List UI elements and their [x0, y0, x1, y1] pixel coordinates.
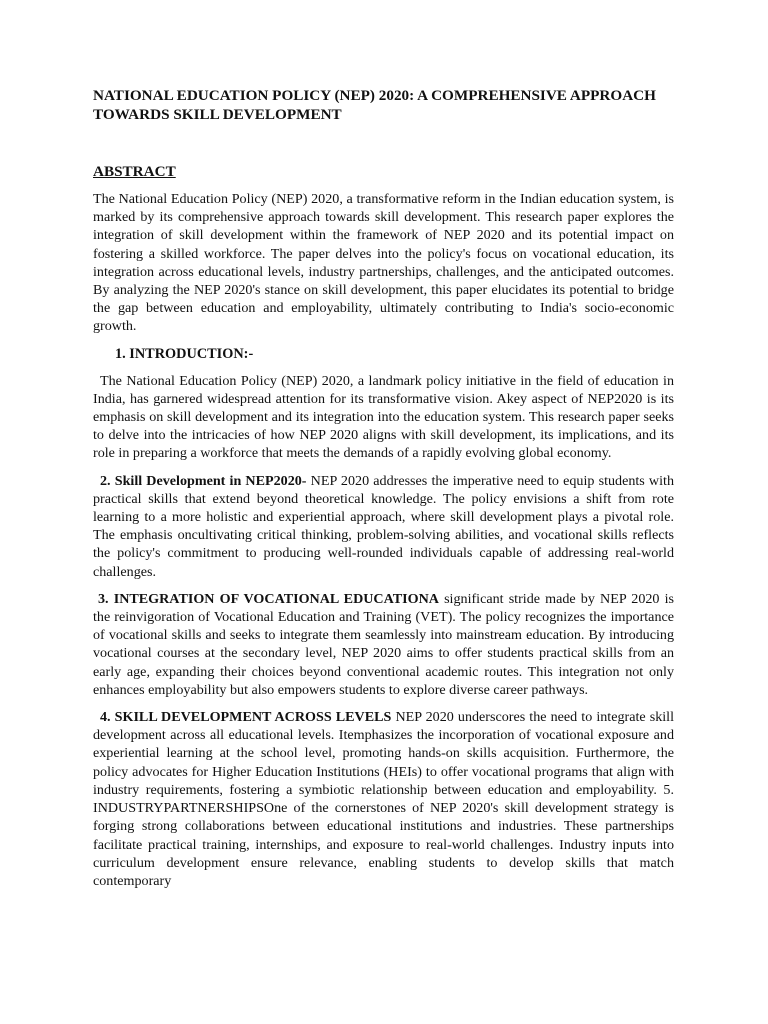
abstract-paragraph: The National Education Policy (NEP) 2020, a transformative reform in the Indian education system, is marked by its comprehensive approach towards skill development. This research paper explores the integration of skill development within the framework of NEP 2020 and its potential impact on fostering a skilled workforce. The paper delves into the policy's focus on vocational education, its integration across educational levels, industry partnerships, challenges, and the anticipated outcomes. By analyzing the NEP 2020's stance on skill development, this paper elucidates its potential to bridge the gap between education and employability, ultimately contributing to India's socio-economic growth. [93, 191, 674, 335]
introduction-text: The National Education Policy (NEP) 2020, a landmark policy initiative in the field of education in India, has garnered widespread attention for its transformative vision. Akey aspect of NEP2020 is its emphasis on skill development and its integration into the education system. This research paper seeks to delve into the intricacies of how NEP 2020 aligns with skill development, its implications, and its role in preparing a workforce that meets the demands of a rapidly evolving global economy. [93, 372, 674, 462]
section-4-text: NEP 2020 underscores the need to integrate skill development across all educational levels. Itemphasizes the incorporation of vocational exposure and experiential learning at the school level, promoting hands-on skills acquisition. Furthermore, the policy advocates for Higher Education Institutions (HEIs) to offer vocational programs that align with industry requirements, fostering a symbiotic relationship between education and employability. 5. INDUSTRYPARTNERSHIPSOne of the cornerstones of NEP 2020's skill development strategy is forging strong collaborations between educational institutions and industries. These partnerships facilitate practical training, internships, and exposure to real-world challenges. Industry inputs into curriculum development ensure relevance, enabling students to develop skills that match contemporary [93, 709, 674, 889]
section-3-paragraph [93, 590, 674, 699]
section-4-heading: 4. SKILL DEVELOPMENT ACROSS LEVELS [100, 709, 392, 726]
section-2-text: NEP 2020 addresses the imperative need to equip students with practical skills that extend beyond theoretical knowledge. The policy envisions a shift from rote learning to a more holistic and experiential approach, where skill development plays a pivotal role. The emphasis oncultivating critical thinking, problem-solving abilities, and vocational skills reflects the policy's commitment to producing well-rounded individuals capable of addressing real-world challenges. [93, 472, 674, 580]
section-4-paragraph [93, 708, 674, 890]
paper-title: NATIONAL EDUCATION POLICY (NEP) 2020: A COMPREHENSIVE APPROACH TOWARDS SKILL DEVELOPMENT [93, 87, 656, 123]
document-page [93, 86, 674, 890]
introduction-heading: 1. INTRODUCTION:- [115, 345, 254, 362]
abstract-heading: ABSTRACT [93, 163, 176, 180]
section-2-heading: 2. Skill Development in NEP2020- [100, 472, 307, 489]
introduction-paragraph [93, 372, 674, 463]
section-3-text: significant stride made by NEP 2020 is the reinvigoration of Vocational Education and Training (VET). The policy recognizes the importance of vocational skills and seeks to integrate them seamlessly into mainstream education. By introducing vocational courses at the secondary level, NEP 2020 aims to offer students practical skills from an early age, expanding their choices beyond conventional academic routes. This integration not only enhances employability but also empowers students to explore diverse career pathways. [93, 590, 674, 698]
section-3-heading: 3. INTEGRATION OF VOCATIONAL EDUCATIONA [98, 590, 439, 607]
section-2-paragraph [93, 472, 674, 581]
